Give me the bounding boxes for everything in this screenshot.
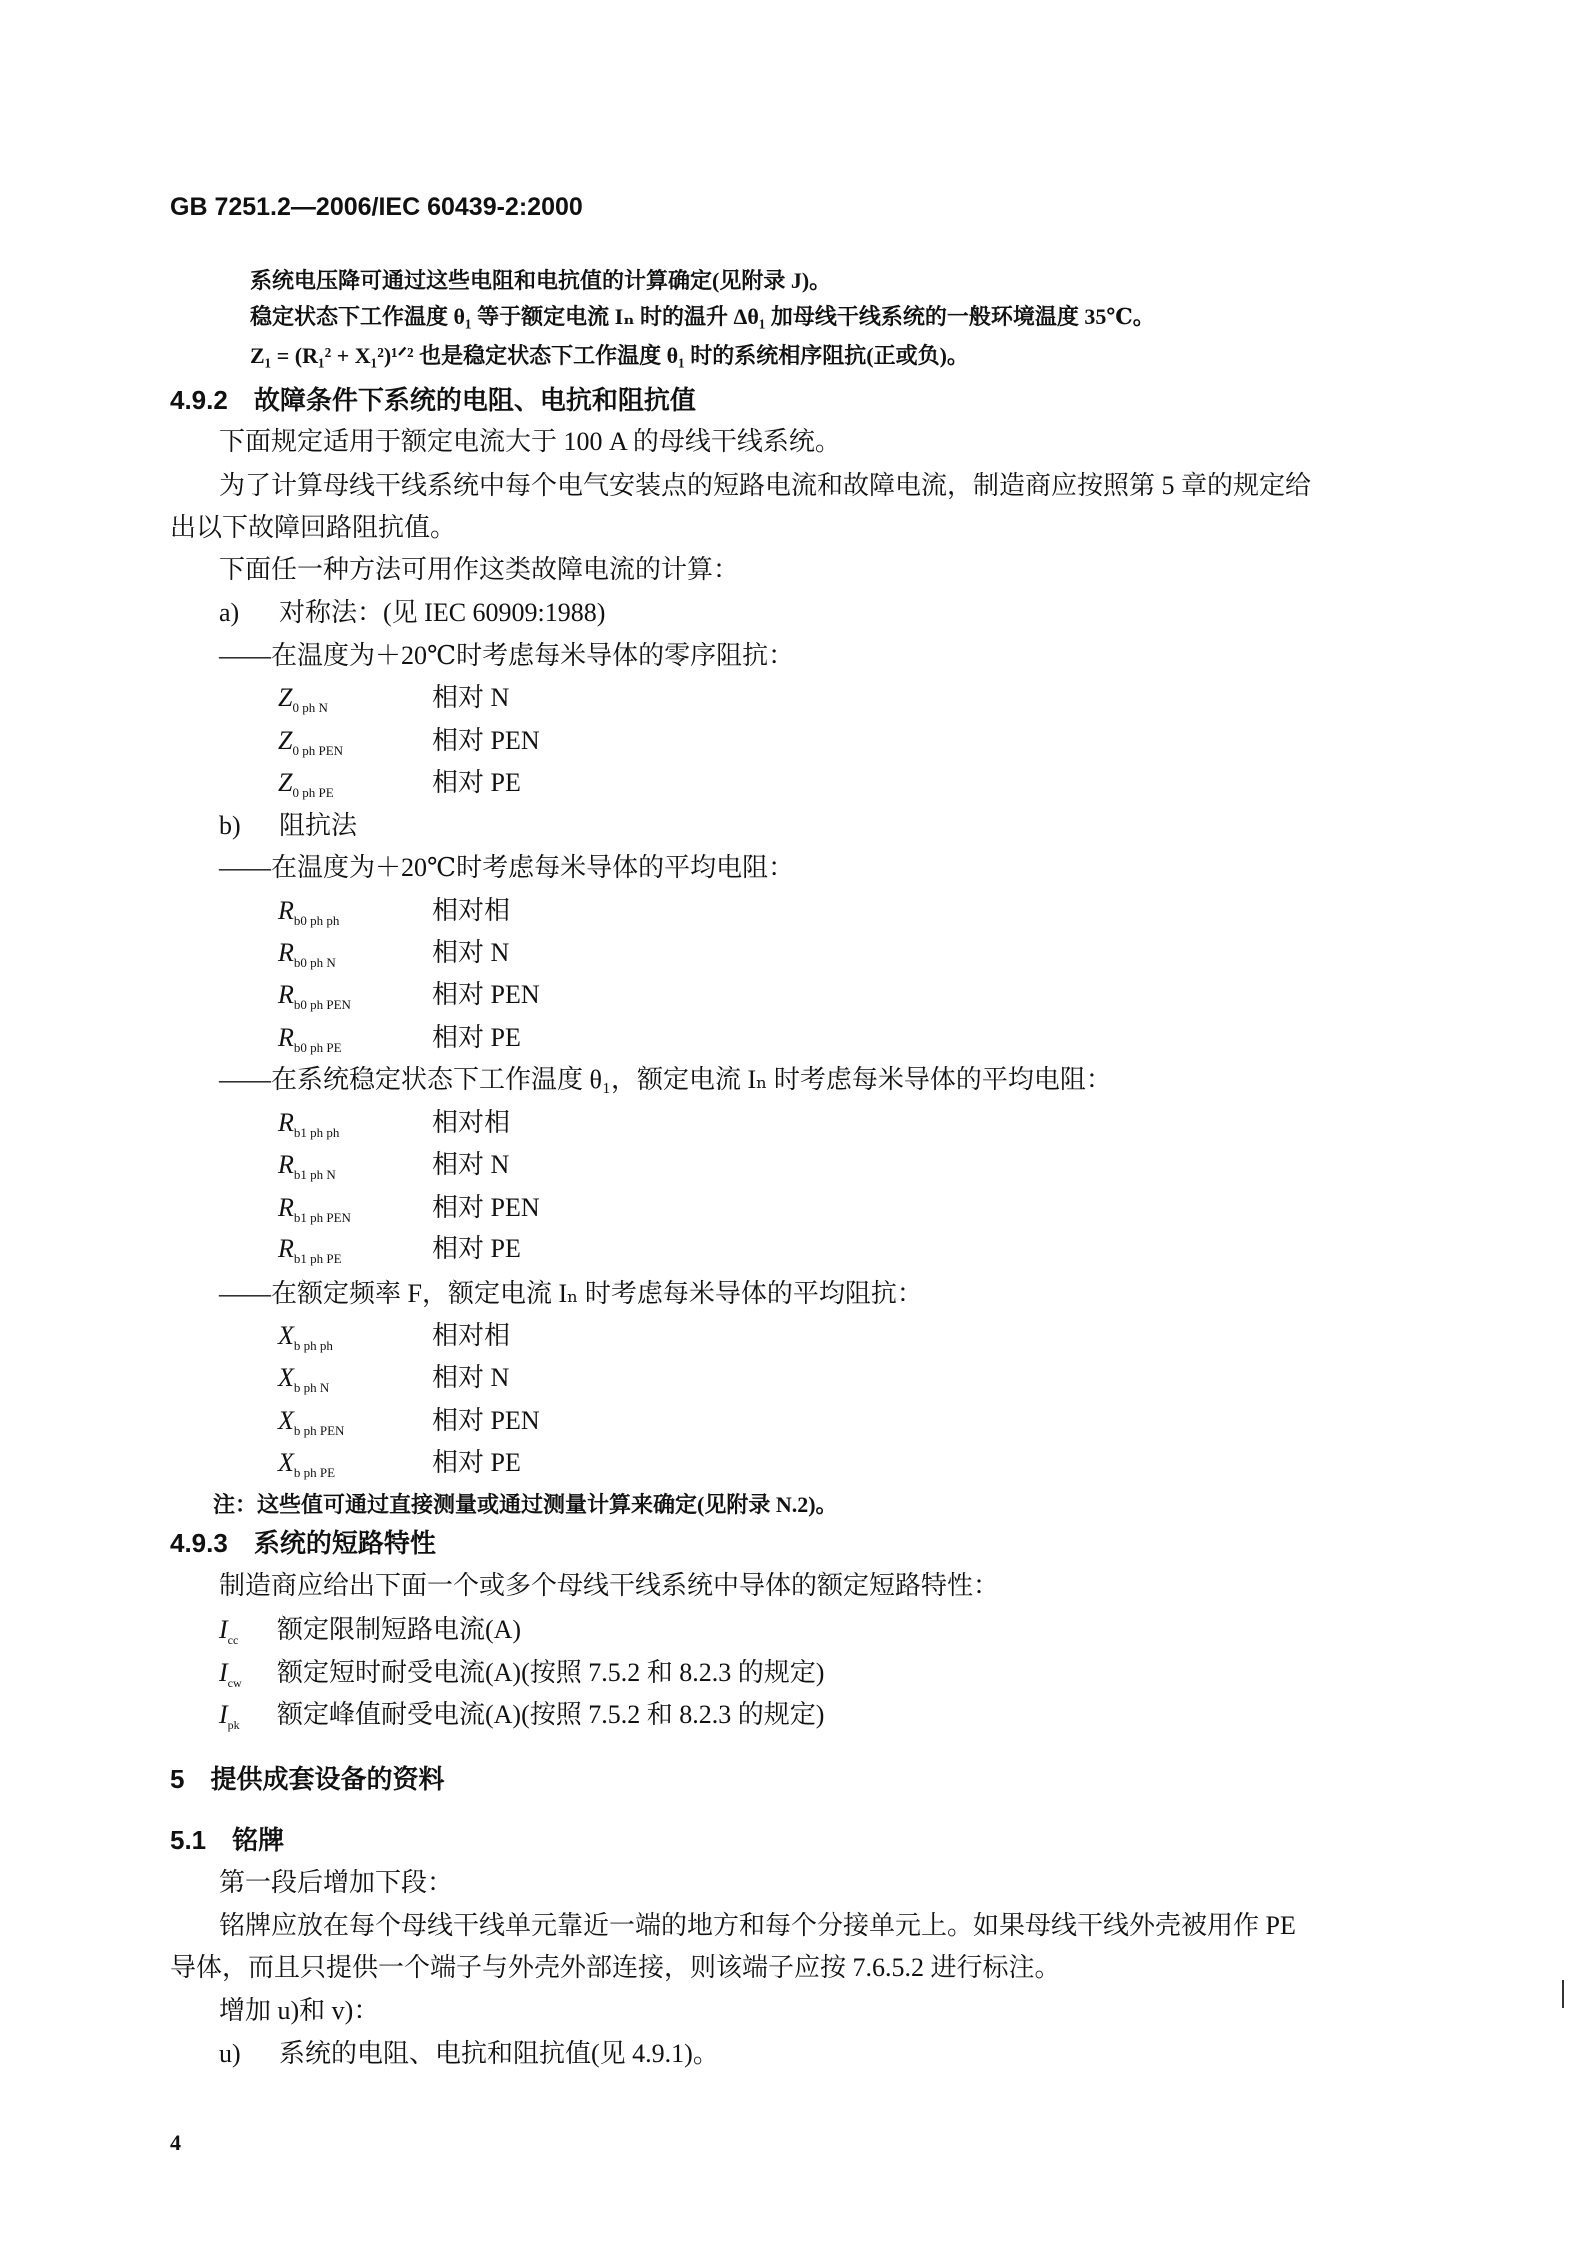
symbol-row: [278, 1023, 521, 1063]
subscript: b0 ph N: [293, 955, 336, 971]
dash-item: ——在温度为＋20℃时考虑每米导体的零序阻抗：: [219, 641, 795, 670]
current-item: [219, 1700, 824, 1740]
section-heading-5-1: 5.1 铭牌: [170, 1825, 285, 1855]
dash-item: ——在系统稳定状态下工作温度 θ₁，额定电流 Iₙ 时考虑每米导体的平均电阻：: [219, 1065, 1112, 1094]
symbol-row: [278, 1234, 521, 1274]
symbol: Z: [278, 768, 293, 797]
paragraph-continuation: 出以下故障回路阻抗值。: [170, 513, 457, 542]
symbol: Z: [278, 726, 293, 755]
symbol: R: [278, 1234, 294, 1263]
symbol-row: [278, 1321, 510, 1361]
subscript: b ph ph: [293, 1338, 333, 1354]
symbol-row: [278, 896, 510, 936]
symbol: X: [278, 1406, 294, 1435]
dash-item: ——在温度为＋20℃时考虑每米导体的平均电阻：: [219, 853, 795, 882]
subscript: b0 ph ph: [293, 913, 340, 929]
relation: 相对 PE: [432, 1448, 521, 1477]
paragraph-continuation: 导体，而且只提供一个端子与外壳外部连接，则该端子应按 7.6.5.2 进行标注。: [170, 1953, 1061, 1982]
paragraph: 为了计算母线干线系统中每个电气安装点的短路电流和故障电流，制造商应按照第 5 章的规定给: [219, 471, 1312, 500]
current-item: [219, 1615, 521, 1655]
symbol-row: [278, 768, 521, 808]
symbol-row: [278, 980, 540, 1020]
symbol-row: [278, 726, 540, 766]
symbol: X: [278, 1321, 294, 1350]
subscript: b1 ph N: [293, 1167, 336, 1183]
item-text: 额定峰值耐受电流(A)(按照 7.5.2 和 8.2.3 的规定): [277, 1700, 825, 1729]
list-marker: b): [219, 811, 241, 840]
symbol-row: [278, 1150, 509, 1190]
section-heading-4-9-3: 4.9.3 系统的短路特性: [170, 1528, 436, 1558]
relation: 相对相: [432, 1321, 511, 1350]
paragraph: 系统电压降可通过这些电阻和电抗值的计算确定(见附录 J)。: [250, 268, 832, 293]
paragraph: 下面规定适用于额定电流大于 100 A 的母线干线系统。: [219, 427, 841, 456]
symbol-row: [278, 1108, 510, 1148]
list-item-b: [219, 811, 357, 841]
paragraph: 制造商应给出下面一个或多个母线干线系统中导体的额定短路特性：: [219, 1571, 1000, 1600]
subscript: pk: [227, 1718, 240, 1733]
item-text: 额定限制短路电流(A): [277, 1615, 522, 1644]
document-header: GB 7251.2—2006/IEC 60439-2:2000: [170, 193, 583, 221]
relation: 相对 PEN: [432, 980, 540, 1009]
page-number: 4: [170, 2130, 181, 2155]
list-item-u: [219, 2039, 719, 2069]
relation: 相对相: [432, 1108, 511, 1137]
symbol-row: [278, 683, 509, 723]
relation: 相对 PE: [432, 768, 521, 797]
symbol: R: [278, 938, 294, 967]
dash-item: ——在额定频率 F，额定电流 Iₙ 时考虑每米导体的平均阻抗：: [219, 1279, 923, 1308]
paragraph: 下面任一种方法可用作这类故障电流的计算：: [219, 555, 740, 584]
symbol: I: [219, 1658, 228, 1687]
symbol: X: [278, 1363, 294, 1392]
paragraph: 增加 u)和 v)：: [219, 1996, 380, 2025]
relation: 相对 N: [432, 683, 510, 712]
symbol: R: [278, 896, 294, 925]
subscript: 0 ph N: [292, 700, 328, 716]
paragraph: 第一段后增加下段：: [219, 1868, 454, 1897]
relation: 相对 N: [432, 1150, 510, 1179]
subscript: b ph PEN: [293, 1423, 345, 1439]
symbol-row: [278, 938, 509, 978]
relation: 相对 N: [432, 938, 510, 967]
symbol: I: [219, 1615, 228, 1644]
symbol: R: [278, 1023, 294, 1052]
relation: 相对相: [432, 896, 511, 925]
paragraph: Z₁ = (R₁² + X₁²)¹ᐟ² 也是稳定状态下工作温度 θ₁ 时的系统相序阻抗(正或负)。: [250, 343, 969, 368]
section-heading-5: 5 提供成套设备的资料: [170, 1764, 445, 1794]
relation: 相对 PE: [432, 1023, 521, 1052]
subscript: cc: [227, 1633, 239, 1648]
symbol: R: [278, 1193, 294, 1222]
list-marker: u): [219, 2039, 241, 2068]
item-text: 额定短时耐受电流(A)(按照 7.5.2 和 8.2.3 的规定): [277, 1658, 825, 1687]
subscript: 0 ph PEN: [292, 743, 344, 759]
symbol-row: [278, 1406, 540, 1446]
subscript: b1 ph PEN: [293, 1210, 351, 1226]
subscript: cw: [227, 1676, 242, 1691]
relation: 相对 PEN: [432, 1406, 540, 1435]
list-text: 阻抗法: [279, 811, 358, 840]
current-item: [219, 1658, 824, 1698]
symbol: R: [278, 980, 294, 1009]
symbol-row: [278, 1448, 521, 1488]
section-heading-4-9-2: 4.9.2 故障条件下系统的电阻、电抗和阻抗值: [170, 385, 696, 415]
relation: 相对 PEN: [432, 1193, 540, 1222]
symbol: X: [278, 1448, 294, 1477]
subscript: b1 ph ph: [293, 1125, 340, 1141]
subscript: b0 ph PE: [293, 1040, 342, 1056]
symbol: R: [278, 1108, 294, 1137]
list-text: 对称法：(见 IEC 60909:1988): [279, 598, 606, 627]
subscript: b1 ph PE: [293, 1251, 342, 1267]
list-text: 系统的电阻、电抗和阻抗值(见 4.9.1)。: [279, 2039, 719, 2068]
subscript: 0 ph PE: [292, 785, 334, 801]
relation: 相对 PE: [432, 1234, 521, 1263]
paragraph: 稳定状态下工作温度 θ₁ 等于额定电流 Iₙ 时的温升 Δθ₁ 加母线干线系统的一般环境温度 35℃。: [250, 304, 1155, 329]
subscript: b ph N: [293, 1380, 330, 1396]
symbol-row: [278, 1193, 540, 1233]
subscript: b0 ph PEN: [293, 997, 351, 1013]
relation: 相对 N: [432, 1363, 510, 1392]
symbol-row: [278, 1363, 509, 1403]
subscript: b ph PE: [293, 1465, 336, 1481]
symbol: R: [278, 1150, 294, 1179]
symbol: Z: [278, 683, 293, 712]
margin-mark: [1562, 1980, 1564, 2008]
paragraph: 铭牌应放在每个母线干线单元靠近一端的地方和每个分接单元上。如果母线干线外壳被用作 PE: [219, 1911, 1296, 1940]
list-item-a: [219, 598, 605, 628]
symbol: I: [219, 1700, 228, 1729]
note: 注：这些值可通过直接测量或通过测量计算来确定(见附录 N.2)。: [213, 1492, 838, 1517]
list-marker: a): [219, 598, 240, 627]
relation: 相对 PEN: [432, 726, 540, 755]
